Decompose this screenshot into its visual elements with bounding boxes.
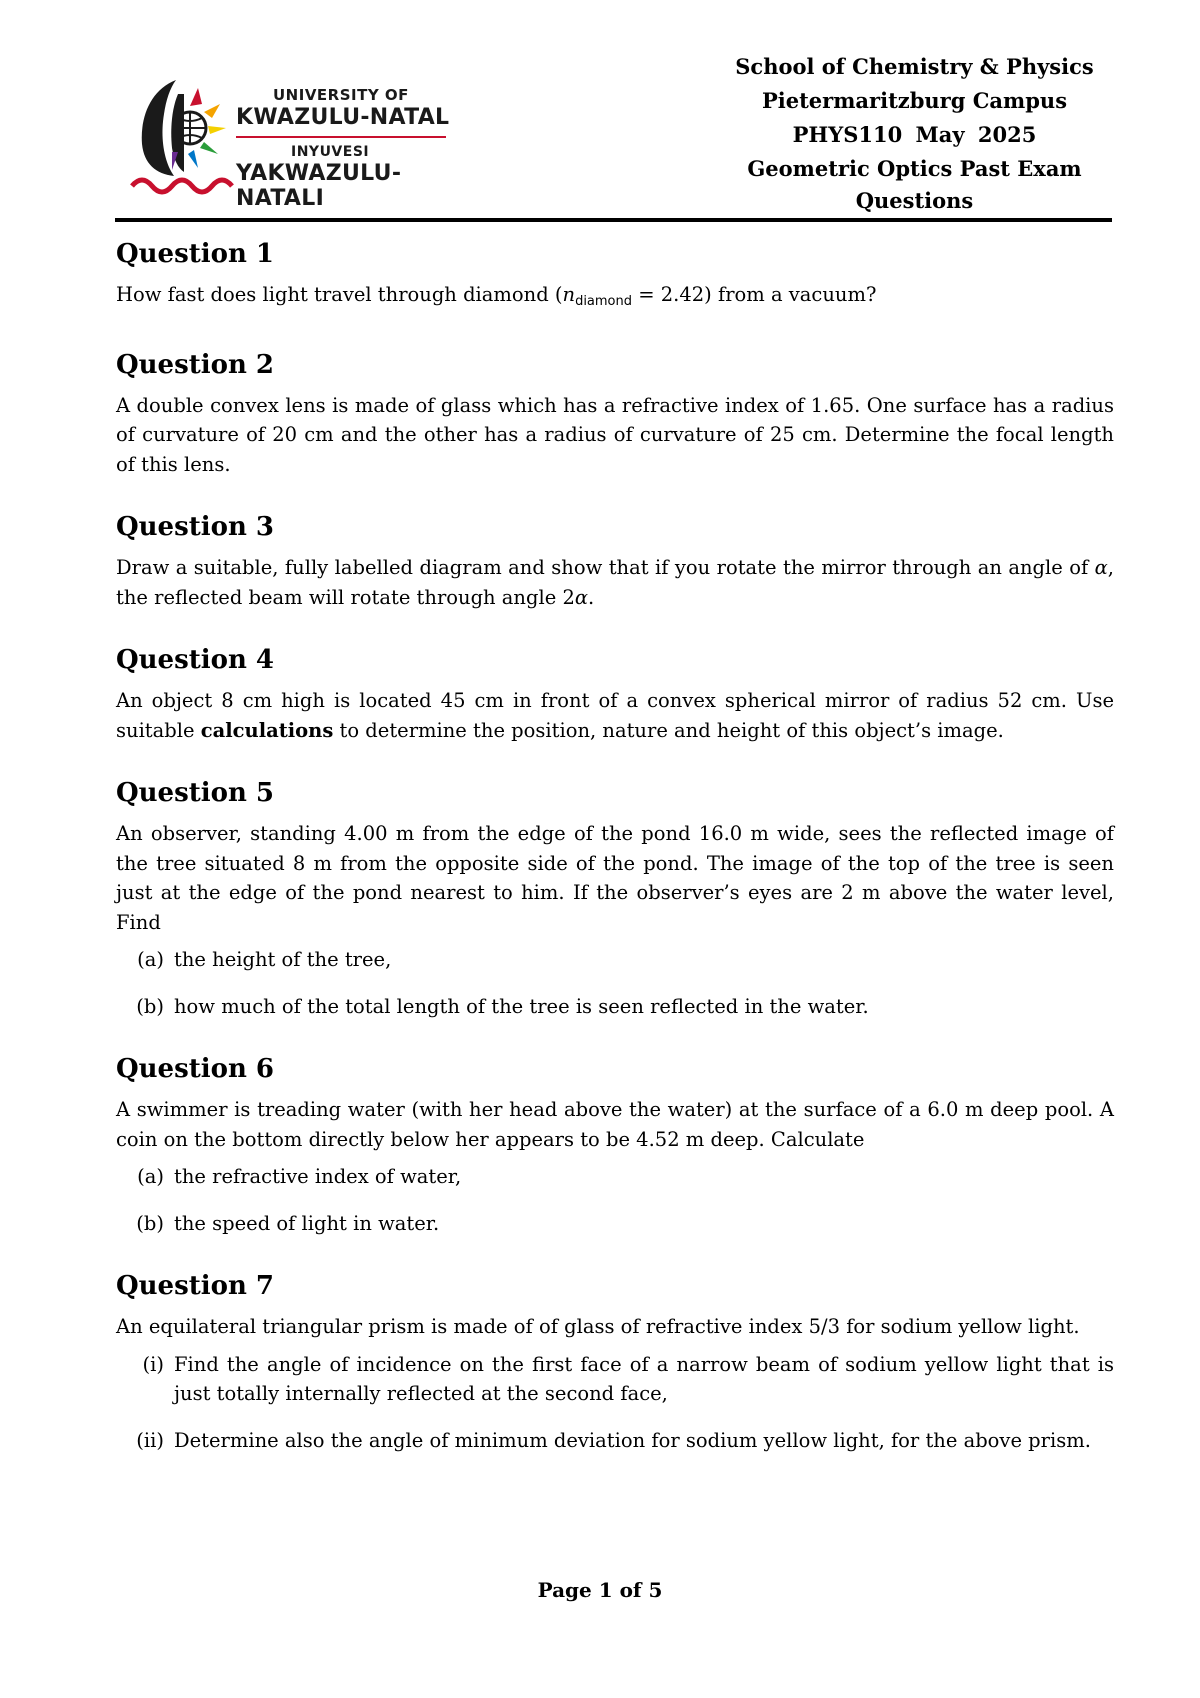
- question-text: An object 8 cm high is located 45 cm in front of a convex spherical mirror of radius 52 cm. Use suitable calculations to determine the position, nature and height of this object’s image.: [116, 689, 1114, 742]
- question-parts: [116, 1350, 1114, 1456]
- logo-line4: YAKWAZULU-NATALI: [236, 161, 402, 211]
- logo-line3: INYUVESI: [291, 144, 370, 160]
- logo-wordmark: [236, 86, 458, 211]
- question-heading: Question 4: [116, 645, 275, 675]
- question-text: An equilateral triangular prism is made of of glass of refractive index 5/3 for sodium yellow light.: [116, 1315, 1080, 1338]
- question-7: [116, 1264, 1114, 1455]
- school-name: School of Chemistry & Physics: [735, 54, 1094, 79]
- logo-divider: [236, 136, 446, 138]
- question-3: [116, 505, 1114, 612]
- question-part: (b) how much of the total length of the tree is seen reflected in the water.: [136, 994, 869, 1018]
- question-heading: Question 2: [116, 349, 275, 380]
- question-4: [116, 638, 1114, 745]
- question-6: [116, 1047, 1114, 1238]
- question-parts: [116, 1162, 1114, 1238]
- question-5: [116, 771, 1114, 1021]
- question-part: (a) the height of the tree,: [137, 948, 392, 971]
- question-2: [116, 343, 1114, 480]
- ukzn-shield-icon: [128, 78, 238, 196]
- question-part: (i) Find the angle of incidence on the first face of a narrow beam of sodium yellow light that is just totally internally reflected at the second face,: [142, 1352, 1114, 1405]
- document-subtitle-line1: Geometric Optics Past Exam: [747, 156, 1082, 181]
- header-info: [712, 50, 1117, 215]
- question-heading: Question 3: [116, 512, 275, 542]
- question-heading: Question 5: [116, 778, 275, 808]
- campus-name: Pietermaritzburg Campus: [761, 88, 1068, 113]
- question-parts: [116, 945, 1114, 1021]
- question-heading: Question 1: [116, 239, 275, 269]
- question-text: A double convex lens is made of glass which has a refractive index of 1.65. One surface has a radius of curvature of 20 cm and the other has a radius of curvature of 25 cm. Determine the focal length of this lens.: [116, 393, 1114, 476]
- document-subtitle-line2: Questions: [855, 188, 974, 213]
- question-text: An observer, standing 4.00 m from the edge of the pond 16.0 m wide, sees the reflected image of the tree situated 8 m from the opposite side of the pond. The image of the top of the tree is seen just at the edge of the pond nearest to him. If the observer’s eyes are 2 m above the water level, Find: [116, 822, 1114, 934]
- question-part: (b) the speed of light in water.: [136, 1211, 440, 1235]
- course-date: PHYS110 May 2025: [792, 122, 1037, 147]
- question-heading: Question 7: [116, 1271, 275, 1301]
- page-number: Page 1 of 5: [537, 1578, 663, 1602]
- question-text: A swimmer is treading water (with her head above the water) at the surface of a 6.0 m deep pool. A coin on the bottom directly below her appears to be 4.52 m deep. Calculate: [116, 1098, 1114, 1151]
- logo-line2: KWAZULU-NATAL: [236, 105, 450, 130]
- question-text: Draw a suitable, fully labelled diagram and show that if you rotate the mirror through an angle of α, the reflected beam will rotate through angle 2α.: [116, 556, 1114, 609]
- question-part: (ii) Determine also the angle of minimum deviation for sodium yellow light, for the above prism.: [136, 1428, 1091, 1452]
- header-divider: [115, 218, 1112, 222]
- logo-line1: UNIVERSITY OF: [273, 86, 409, 104]
- university-logo: [128, 78, 458, 211]
- question-part: (a) the refractive index of water,: [137, 1165, 462, 1188]
- question-text: How fast does light travel through diamond $(n_{diamond} = 2.42)$ from a vacuum?: [116, 283, 877, 309]
- questions-list: [116, 232, 1114, 1481]
- question-heading: Question 6: [116, 1054, 275, 1084]
- question-1: [116, 232, 1114, 317]
